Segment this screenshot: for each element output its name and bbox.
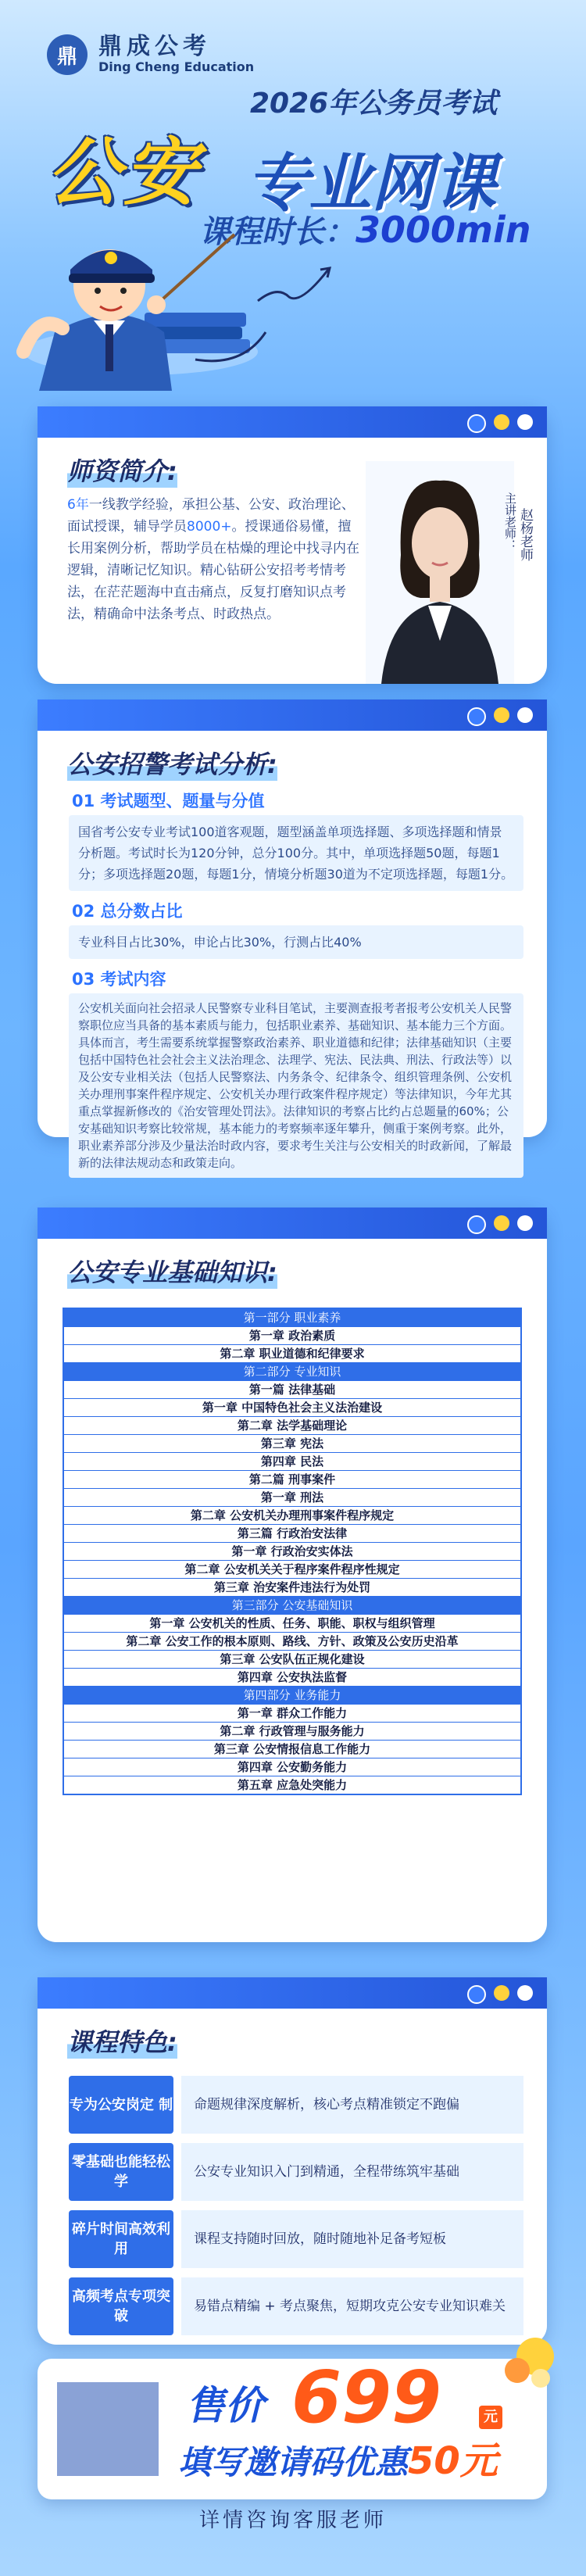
intro-part-2: 。授课通俗易懂，擅长用案例分析，帮助学员在枯燥的理论中找寻内在逻辑，清晰记忆知识。精心钻研公安招考考情考法，在茫茫题海中直击痛点，反复打磨知识点考法，精确命中法条考点、时政热点。 [67, 519, 359, 622]
feature-desc: 课程支持随时回放，随时随地补足备考短板 [181, 2210, 523, 2268]
dot-icon [494, 707, 509, 723]
analysis-body-2: 专业科目占比30%，申论占比30%，行测占比40% [69, 925, 523, 959]
arrow-doodle-icon [254, 262, 340, 309]
analysis-heading-3: 03 考试内容 [72, 970, 166, 989]
teacher-card [38, 406, 547, 684]
brand-logo [47, 31, 406, 78]
intro-years: 6年 [67, 497, 89, 513]
syllabus-chapter-row: 第五章 应急处突能力 [237, 1778, 348, 1792]
syllabus-chapter-row: 第三章 公安情报信息工作能力 [64, 1741, 520, 1758]
section-title: 师资简介: [67, 452, 177, 488]
dot-icon [494, 414, 509, 430]
dot-icon [517, 707, 533, 723]
syllabus-chapter-row: 第一章 刑法 [64, 1489, 520, 1507]
syllabus-chapter-row: 第二章 法学基础理论 [64, 1417, 520, 1435]
police-officer-illustration [8, 195, 258, 391]
feature-label: 专为公安岗定 制 [69, 2076, 173, 2134]
price-unit: 元 [479, 2406, 502, 2429]
hero-title-a: 公安 [47, 131, 201, 216]
analysis-heading-1: 01 考试题型、题量与分值 [72, 792, 265, 810]
feature-desc: 公安专业知识入门到精通，全程带练筑牢基础 [181, 2143, 523, 2201]
dot-icon [517, 1215, 533, 1231]
dot-icon [494, 1215, 509, 1231]
dot-icon [517, 414, 533, 430]
syllabus-part-row: 第二部分 专业知识 [64, 1363, 520, 1381]
feature-item [69, 2277, 523, 2335]
card-header-bar [38, 699, 547, 731]
syllabus-part-row: 第一部分 职业素养 [64, 1309, 520, 1327]
teacher-label: 主讲老师： [503, 492, 517, 551]
section-title: 公安专业基础知识: [67, 1253, 277, 1289]
dot-icon [467, 414, 486, 433]
syllabus-chapter-row: 第一章 群众工作能力 [64, 1705, 520, 1723]
syllabus-chapter-row: 第二章 行政管理与服务能力 [64, 1723, 520, 1741]
analysis-body-3: 公安机关面向社会招录人民警察专业科目笔试，主要测查报考者报考公安机关人民警察职位应当具备的基本素质与能力，包括职业素养、基础知识、基本能力三个方面。具体而言，考生需要系统掌握警察政治素养、职业道德和纪律；法律基础知识（主要包括中国特色社会社会主义法治理念、法理学、宪法、民法典、刑法、行政法等）以及公安专业相关法（包括人民警察法、内务条令、纪律条令、组织管理条例、公安机关办理刑事案件程序规定、公安机关办理行政案件程序规定）等法律知识，今年尤其重点掌握新修改的《治安管理处罚法》。法律知识的考察占比约占总题量的60%；公安基础知识考察比较常规，基本能力的考察频率逐年攀升，侧重于案例考察。此外，职业素养部分涉及少量法治时政内容，要求考生关注与公安相关的时政新闻，了解最新的法律法规动态和政策走向。 [69, 993, 523, 1178]
dot-icon [467, 707, 486, 726]
syllabus-part-row: 第四部分 业务能力 [64, 1687, 520, 1705]
syllabus-chapter-row: 第一篇 法律基础 [64, 1381, 520, 1399]
exam-year: 2026年公务员考试 [250, 88, 498, 120]
syllabus-chapter-row: 第二章 公安机关关于程序案件程序性规定 [64, 1561, 520, 1579]
feature-label: 零基础也能轻松学 [69, 2143, 173, 2201]
feature-item [69, 2210, 523, 2268]
teacher-intro [67, 494, 364, 625]
brand-name-cn: 鼎成公考 [98, 33, 211, 60]
teacher-name: 赵杨老师 [517, 508, 533, 561]
feature-desc: 易错点精编 + 考点聚焦，短期攻克公安专业知识难关 [181, 2277, 523, 2335]
syllabus-chapter-row: 第一章 公安机关的性质、任务、职能、职权与组织管理 [64, 1615, 520, 1633]
dot-icon [467, 1215, 486, 1234]
syllabus-chapter-row: 第一章 中国特色社会主义法治建设 [64, 1399, 520, 1417]
syllabus-chapter-row: 第一章 行政治安实体法 [64, 1543, 520, 1561]
card-header-bar [38, 406, 547, 438]
analysis-heading-2: 02 总分数占比 [72, 902, 183, 921]
dot-icon [517, 1985, 533, 2001]
analysis-body-1: 国省考公安专业考试100道客观题，题型涵盖单项选择题、多项选择题和情景分析题。考试时长为120分钟，总分100分。其中，单项选择题50题，每题1分；多项选择题20题，每题1分，情境分析题30道为不定项选择题，每题1分。 [69, 815, 523, 891]
syllabus-card [38, 1208, 547, 1942]
card-header-bar [38, 1977, 547, 2009]
syllabus-chapter-row: 第四章 公安勤务能力 [64, 1758, 520, 1776]
consult-text: 详情咨询客服老师 [198, 2509, 387, 2532]
hero-title-b: 专业网课 [246, 147, 496, 220]
section-title: 课程特色: [67, 2023, 177, 2059]
price-label: 售价 [186, 2383, 264, 2428]
features-card [38, 1977, 547, 2345]
syllabus-table [63, 1308, 522, 1795]
syllabus-chapter-row: 第三章 治安案件违法行为处罚 [64, 1579, 520, 1597]
syllabus-chapter-row: 第三篇 行政治安法律 [64, 1525, 520, 1543]
feature-label: 碎片时间高效利用 [69, 2210, 173, 2268]
dot-icon [467, 1985, 486, 2004]
brand-mark-icon: 鼎 [47, 34, 88, 75]
feature-desc: 命题规律深度解析，核心考点精准锁定不跑偏 [181, 2076, 523, 2134]
syllabus-chapter-row: 第二章 职业道德和纪律要求 [64, 1345, 520, 1363]
syllabus-chapter-row: 第二篇 刑事案件 [64, 1471, 520, 1489]
analysis-card [38, 699, 547, 1170]
invite-text: 填写邀请码优惠 [178, 2443, 409, 2481]
intro-count: 8000+ [187, 519, 232, 535]
syllabus-chapter-row: 第四章 民法 [64, 1453, 520, 1471]
card-header-bar [38, 1208, 547, 1239]
syllabus-chapter-row: 第二章 公安机关办理刑事案件程序规定 [64, 1507, 520, 1525]
feature-label: 高频考点专项突破 [69, 2277, 173, 2335]
intro-part-1: 一线教学经验，承担公基、公安、政治理论、面试授课，辅导学员 [67, 497, 355, 535]
price-box [38, 2356, 547, 2499]
syllabus-part-row: 第三部分 公安基础知识 [64, 1597, 520, 1615]
gift-balloon-icon [500, 2333, 563, 2395]
qr-code-placeholder[interactable] [57, 2382, 159, 2476]
teacher-photo [366, 461, 514, 684]
syllabus-chapter-row: 第二章 公安工作的根本原则、路线、方针、政策及公安历史沿革 [64, 1633, 520, 1651]
syllabus-chapter-row: 第三章 宪法 [64, 1435, 520, 1453]
syllabus-chapter-row: 第四章 公安执法监督 [64, 1669, 520, 1687]
invite-offer [178, 2431, 498, 2485]
section-title: 公安招警考试分析: [67, 745, 277, 781]
price-amount: 699 [291, 2356, 442, 2439]
duration-value: 3000min [356, 209, 531, 251]
syllabus-chapter-row: 第三章 公安队伍正规化建设 [64, 1651, 520, 1669]
syllabus-chapter-row: 第一章 政治素质 [64, 1327, 520, 1345]
dot-icon [494, 1985, 509, 2001]
feature-item [69, 2076, 523, 2134]
duration-label: 课程时长： [199, 214, 356, 250]
invite-discount: 50元 [408, 2439, 498, 2483]
brand-name-en: Ding Cheng Education [98, 59, 255, 74]
feature-item [69, 2143, 523, 2201]
